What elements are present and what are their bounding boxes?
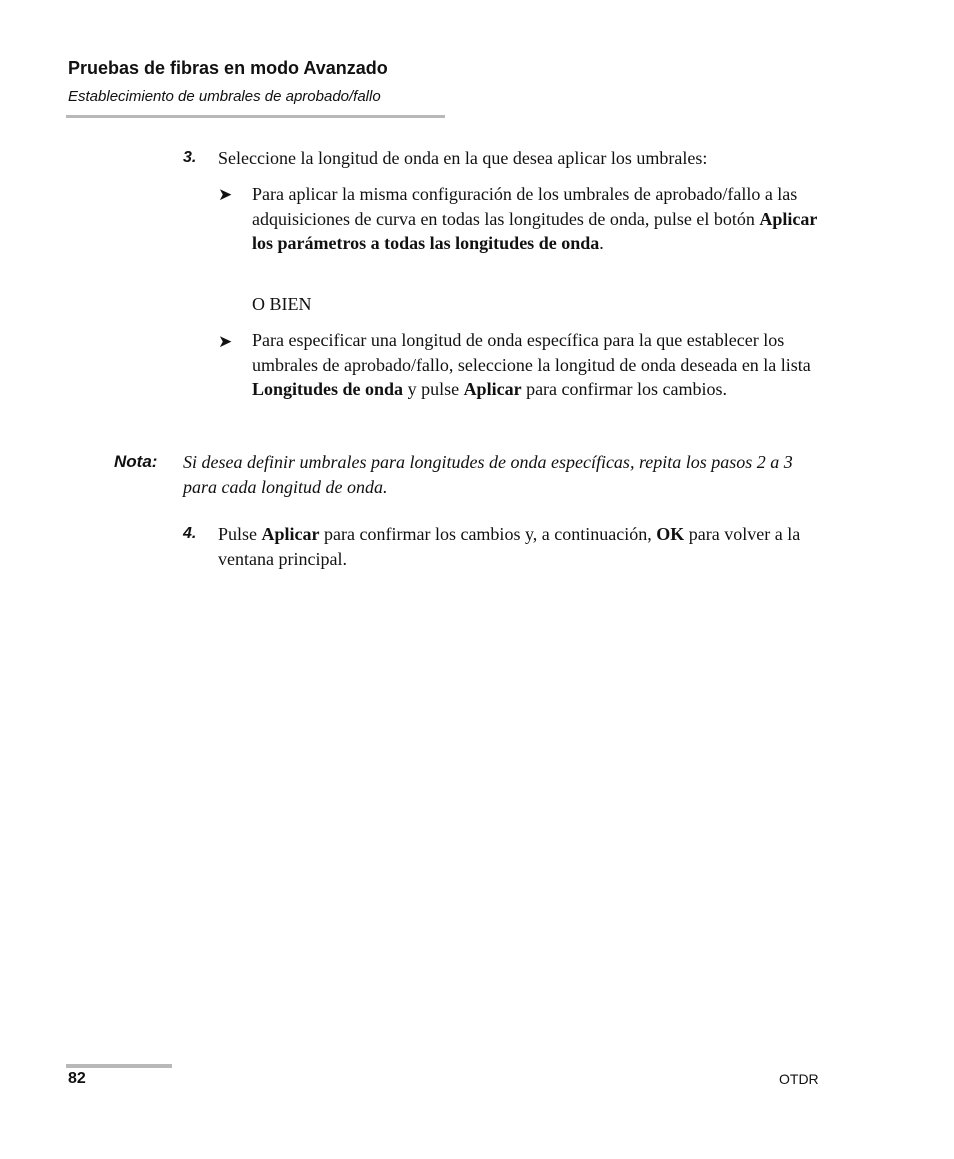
step-4-number: 4. xyxy=(183,525,197,542)
header-subtitle: Establecimiento de umbrales de aprobado/fallo xyxy=(68,88,381,105)
bullet-specific-wavelength: Para especificar una longitud de onda específica para la que establecer los umbrales de aprobado/fallo, seleccione la longitud de onda deseada en la lista Longitudes de onda y pulse Aplicar para confirmar los cambios. xyxy=(252,330,811,399)
apply-button-ref: Aplicar xyxy=(261,524,320,544)
step-3-text: Seleccione la longitud de onda en la que desea aplicar los umbrales: xyxy=(218,148,708,168)
step-4-text: Pulse Aplicar para confirmar los cambios y, a continuación, OK para volver a la ventana principal. xyxy=(218,524,801,569)
header-title: Pruebas de fibras en modo Avanzado xyxy=(68,58,388,78)
note-label: Nota: xyxy=(114,452,158,471)
header-rule xyxy=(66,115,445,118)
ok-button-ref: OK xyxy=(656,524,685,544)
page-number: 82 xyxy=(68,1070,86,1087)
wavelength-list-ref: Longitudes de onda xyxy=(252,379,404,399)
apply-all-button-ref: Aplicar los parámetros a todas las longitudes de onda xyxy=(252,208,818,253)
apply-button-ref: Aplicar xyxy=(463,379,522,399)
product-name: OTDR xyxy=(779,1071,819,1087)
bullet-apply-all: Para aplicar la misma configuración de los umbrales de aprobado/fallo a las adquisiciones de curva en todas las longitudes de onda, pulse el botón Aplicar los parámetros a todas las longitudes de onda. xyxy=(252,184,818,253)
or-separator: O BIEN xyxy=(252,294,312,314)
footer-rule xyxy=(66,1064,172,1068)
bullet-arrow-icon: ➤ xyxy=(218,332,233,351)
step-3-number: 3. xyxy=(183,149,197,166)
bullet-arrow-icon: ➤ xyxy=(218,185,233,204)
note-text: Si desea definir umbrales para longitudes de onda específicas, repita los pasos 2 a 3 para cada longitud de onda. xyxy=(183,452,793,497)
